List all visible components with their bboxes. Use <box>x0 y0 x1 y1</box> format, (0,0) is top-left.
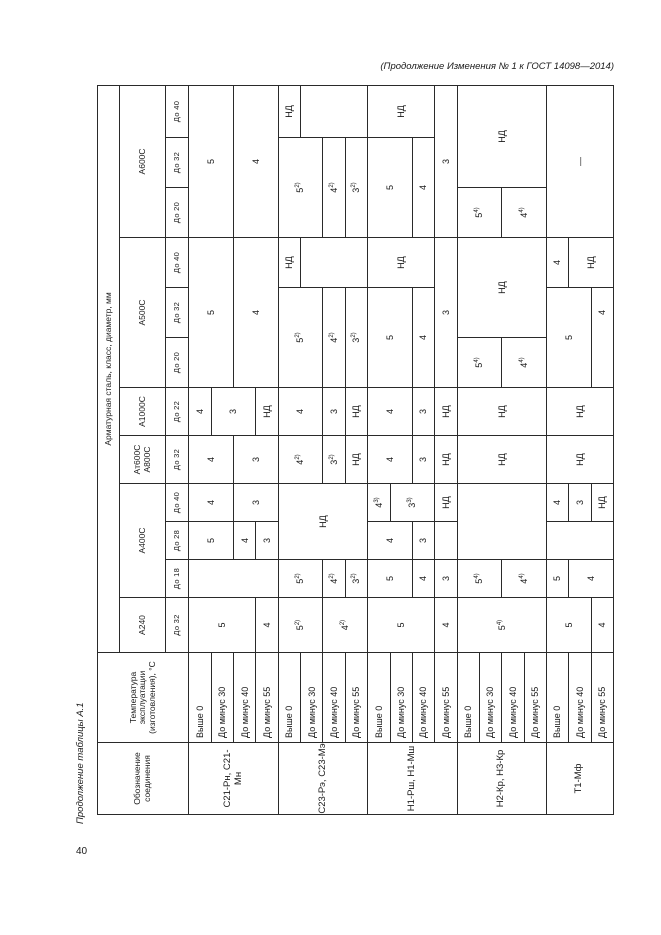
temperature-label: До минус 30 <box>211 653 233 743</box>
table-cell: НД <box>345 388 367 436</box>
table-cell: 5 <box>189 522 234 560</box>
table-cell: НД <box>435 388 457 436</box>
class-at600c: Ат600С А800С <box>120 436 166 484</box>
table-cell <box>546 522 613 560</box>
table-cell: 3 <box>412 388 434 436</box>
table-cell: 4 <box>234 85 279 237</box>
table-cell <box>301 85 368 137</box>
diameter-cell: До 32 <box>166 138 189 188</box>
temperature-label: До минус 40 <box>234 653 256 743</box>
table-cell: 4 <box>256 598 278 653</box>
table-cell: 5 <box>546 598 591 653</box>
table-cell <box>435 522 457 560</box>
table-cell <box>301 238 368 288</box>
joint-designation: Т1-Мф <box>546 743 613 815</box>
table-cell: НД <box>569 238 614 288</box>
table-cell: 4 <box>189 436 234 484</box>
temperature-label: До минус 40 <box>569 653 591 743</box>
table-cell: 5 <box>368 288 413 388</box>
diameter-cell: До 32 <box>166 598 189 653</box>
table-cell: 3 <box>435 560 457 598</box>
temperature-label: Выше 0 <box>278 653 300 743</box>
table-cell: 4 <box>546 484 568 522</box>
table-cell: 4 <box>569 560 614 598</box>
table-cell: 4 <box>368 436 413 484</box>
header-designation: Обозначение соединения <box>98 743 189 815</box>
table-cell: НД <box>457 388 546 436</box>
table-cell <box>457 484 546 560</box>
table-cell: 4 <box>189 484 234 522</box>
table-cell: НД <box>435 436 457 484</box>
table-cell: 5 <box>368 598 435 653</box>
temperature-label: До минус 55 <box>345 653 367 743</box>
table-cell: 4 <box>412 138 434 238</box>
table-cell: 5 <box>189 85 234 237</box>
table-cell: НД <box>546 436 613 484</box>
table-cell: — <box>546 85 613 237</box>
table-cell: 5 <box>189 238 234 388</box>
temperature-label: Выше 0 <box>368 653 390 743</box>
header-rebar-group: Арматурная сталь, класс, диаметр, мм <box>98 85 120 652</box>
table-cell: 4 <box>278 388 323 436</box>
document-header: (Продолжение Изменения № 1 к ГОСТ 14098—2014) <box>380 61 614 72</box>
temperature-label: До минус 55 <box>435 653 457 743</box>
table-cell: 3 <box>435 238 457 388</box>
joint-designation: Н1-Рш, Н1-Мш <box>368 743 457 815</box>
temperature-label: До минус 30 <box>390 653 412 743</box>
temperature-label: Выше 0 <box>457 653 479 743</box>
table-cell: 3 <box>412 522 434 560</box>
table-cell: 5 <box>368 560 413 598</box>
table-cell: 4 <box>435 598 457 653</box>
diameter-cell: До 22 <box>166 388 189 436</box>
table-cell: 4 <box>591 598 613 653</box>
table-cell: 3 <box>234 484 279 522</box>
temperature-label: До минус 55 <box>591 653 613 743</box>
class-a600c: А600С <box>120 85 166 237</box>
class-a400c: А400С <box>120 484 166 598</box>
table-cell: НД <box>345 436 367 484</box>
table-cell: 4 <box>546 238 568 288</box>
temperature-label: До минус 30 <box>301 653 323 743</box>
table-cell: НД <box>457 85 546 187</box>
class-a500c: А500С <box>120 238 166 388</box>
table-cell: 5 <box>546 560 568 598</box>
diameter-cell: До 32 <box>166 436 189 484</box>
diameter-cell: До 28 <box>166 522 189 560</box>
table-cell: НД <box>368 85 435 137</box>
joint-designation: С23-Рэ, С23-Мэ <box>278 743 367 815</box>
table-cell: 4 <box>234 238 279 388</box>
diameter-cell: До 20 <box>166 188 189 238</box>
table-cell: НД <box>278 484 367 560</box>
table-cell: 3 <box>211 388 256 436</box>
diameter-cell: До 40 <box>166 484 189 522</box>
temperature-label: До минус 55 <box>524 653 546 743</box>
joint-designation: С21-Рн, С21-Мн <box>189 743 278 815</box>
joint-designation: Н2-Кр, Н3-Кр <box>457 743 546 815</box>
class-a1000c: А1000С <box>120 388 166 436</box>
table-cell: 4 <box>368 388 413 436</box>
table-cell: 4 <box>189 388 211 436</box>
table-cell: 3 <box>256 522 278 560</box>
table-cell: 3 <box>234 436 279 484</box>
temperature-label: Выше 0 <box>189 653 211 743</box>
table-cell: НД <box>256 388 278 436</box>
diameter-cell: До 20 <box>166 338 189 388</box>
temperature-label: До минус 40 <box>412 653 434 743</box>
table-cell: 4 <box>368 522 413 560</box>
table-caption: Продолжение таблицы А.1 <box>75 702 86 824</box>
table-cell: НД <box>457 436 546 484</box>
temperature-label: Выше 0 <box>546 653 568 743</box>
temperature-label: До минус 30 <box>479 653 501 743</box>
table-cell: 4 <box>412 560 434 598</box>
table-cell: 4 <box>591 238 613 388</box>
table-cell: 3 <box>323 388 345 436</box>
table-cell: 5 <box>546 288 591 388</box>
table-cell: 3 <box>412 436 434 484</box>
header-temperature: Температура эксплуатации (изготовления), °С <box>98 653 189 743</box>
table-cell: НД <box>368 238 435 288</box>
temperature-label: До минус 55 <box>256 653 278 743</box>
welded-joints-table: Обозначение соединения Температура эксплуатации (изготовления), °С Арматурная сталь, класс, диаметр, мм А240 А400С Ат600С А800С А1000С А500С А600С До 32 До 18 До 28 До 40 До 32 До 22 До 20 До 32 До 40 До 20 До 32 До 40 С21-Рн, С21-Мн Выше 0 5 5 4 4 4 5 5 До минус 30 3 До минус 40 4 3 3 4 4 До минус 55 4 3 НД С23-Рэ, С23-Мэ Выше 0 5$^{2)}$ 5$^{2)}$ НД 4$^{2)}$ 4 5$^{2)}$ НД 5$^{2)}$ НД До минус 30 До минус 40 4$^{2)}$ 4$^{2)}$ 3$^{2)}$ 3 4$^{2)}$ 4$^{2)}$ До минус 55 3$^{2)}$ НД НД 3$^{2)}$ 3$^{2)}$ Н1-Рш, Н1-Мш Выше 0 5 5 4 4$^{3)}$ 4 4 5 НД 5 НД До минус 30 3$^{3)}$ До минус 40 4 3 3 3 4 4 До минус 55 4 3 НД НД НД 3 3 Н2-Кр, Н3-Кр Выше 0 5$^{4)}$ 5$^{4)}$ НД НД 5$^{4)}$ НД 5$^{4)}$ НД До минус 30 До минус 40 4$^{4)}$ 4$^{4)}$ 4$^{4)}$ До минус 55 Т1-Мф Выше 0 5 5 4 НД НД 5 4 — До минус 40 4 3 НД До минус 55 4 НД 4 <box>97 85 614 815</box>
table-cell: 3$^{2)}$ <box>323 436 345 484</box>
table-cell: 4 <box>412 288 434 388</box>
diameter-cell: До 40 <box>166 85 189 137</box>
table-cell: НД <box>278 85 300 137</box>
table-cell: НД <box>591 484 613 522</box>
diameter-cell: До 18 <box>166 560 189 598</box>
temperature-label: До минус 40 <box>502 653 524 743</box>
page-number: 40 <box>76 846 88 857</box>
table-cell: НД <box>278 238 300 288</box>
table-cell: 5 <box>368 138 413 238</box>
diameter-cell: До 40 <box>166 238 189 288</box>
table-cell: НД <box>457 238 546 338</box>
table-cell: 3 <box>569 484 591 522</box>
table-cell: 5 <box>189 598 256 653</box>
temperature-label: До минус 40 <box>323 653 345 743</box>
class-a240: А240 <box>120 598 166 653</box>
table-cell: НД <box>435 484 457 522</box>
table-cell: 4 <box>234 522 256 560</box>
table-cell: 3 <box>435 85 457 237</box>
table-cell: НД <box>546 388 613 436</box>
diameter-cell: До 32 <box>166 288 189 338</box>
rotated-table-container <box>97 86 614 815</box>
